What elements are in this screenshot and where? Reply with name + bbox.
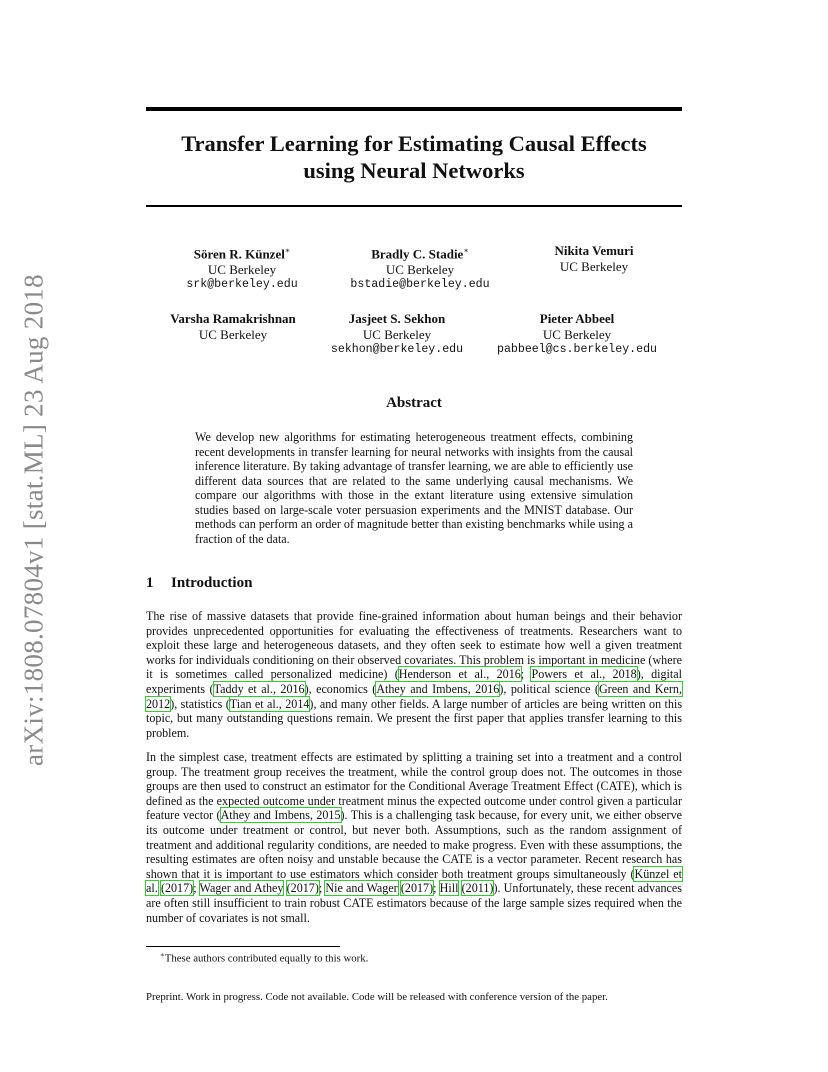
- author-name: Bradly C. Stadie: [371, 246, 464, 262]
- paper-title: [146, 130, 682, 184]
- citation-link[interactable]: (2017): [160, 881, 194, 896]
- introduction-paragraph-2: [146, 750, 682, 925]
- paragraph-text: ), political science (: [499, 681, 599, 696]
- author-block-3: [554, 243, 633, 274]
- citation-link[interactable]: Taddy et al., 2016: [213, 681, 305, 696]
- author-affiliation: UC Berkeley: [198, 326, 268, 342]
- section-heading-introduction: [146, 575, 252, 592]
- author-footnote-mark: ∗: [463, 246, 469, 255]
- paragraph-text: ;: [318, 881, 326, 896]
- citation-link[interactable]: (2017): [286, 881, 319, 896]
- author-block-5: [331, 311, 463, 358]
- citation-link[interactable]: Nie and Wager: [325, 881, 398, 896]
- introduction-paragraph-1: [146, 609, 682, 740]
- citation-link[interactable]: Hill: [439, 881, 459, 896]
- title-line-2: using Neural Networks: [303, 158, 525, 183]
- footnote-text: These authors contributed equally to this work.: [164, 952, 369, 965]
- author-affiliation: UC Berkeley: [207, 261, 277, 277]
- section-title: Introduction: [171, 575, 253, 591]
- paragraph-text: ). Unfortunately, these recent advances are often still insufficient to train robust CATE estimators because of the large sample sizes required when the number of covariates is not small.: [146, 881, 682, 925]
- citation-link[interactable]: Künzel et al.: [146, 866, 682, 896]
- author-email[interactable]: sekhon@berkeley.edu: [330, 343, 464, 356]
- footnote-mark: ∗: [160, 951, 165, 959]
- author-email[interactable]: srk@berkeley.edu: [186, 278, 298, 292]
- paragraph-text: ), digital experiments (: [146, 667, 683, 696]
- citation-link[interactable]: (2017): [400, 881, 434, 896]
- citation-link[interactable]: Powers et al., 2018: [531, 667, 637, 682]
- author-block-6: [497, 311, 657, 358]
- author-name: Sören R. Künzel: [193, 246, 285, 262]
- author-block-1: [186, 243, 297, 293]
- paragraph-text: In the simplest case, treatment effects are estimated by splitting a training set into a treatment and a control group. The treatment group receives the treatment, while the control group does not. The outcomes in those groups are then used to construct an estimator for the Conditional Average Treatment Effect (CATE), which is defined as the expected outcome under treatment minus the expected outcome under control given a particular feature vector (: [146, 750, 682, 823]
- citation-link[interactable]: Green and Kern, 2012: [146, 681, 682, 711]
- section-number: 1: [146, 575, 154, 591]
- author-name: Varsha Ramakrishnan: [170, 311, 296, 326]
- citation-link[interactable]: Athey and Imbens, 2015: [220, 808, 341, 823]
- paragraph-text: ;: [433, 881, 440, 896]
- author-email[interactable]: bstadie@berkeley.edu: [350, 278, 490, 292]
- author-affiliation: UC Berkeley: [362, 326, 432, 342]
- preprint-footer: Preprint. Work in progress. Code not available. Code will be released with conference version of the paper.: [146, 991, 608, 1003]
- paragraph-text: ;: [520, 667, 532, 682]
- title-top-rule: [146, 107, 682, 111]
- author-affiliation: UC Berkeley: [542, 326, 612, 342]
- abstract-heading: Abstract: [386, 395, 442, 411]
- paragraph-text: The rise of massive datasets that provide fine-grained information about human beings and their behavior provides unprecedented opportunities for evaluating the effectiveness of treatments. Researchers want to exploit these large and heterogeneous datasets, and they often seek to estimate how well a given treatment works for individuals conditioning on their observed covariates. This problem is important in medicine (where it is sometimes called personalized medicine) (: [146, 609, 682, 682]
- author-name: Pieter Abbeel: [539, 311, 615, 326]
- author-block-4: [170, 311, 296, 342]
- citation-link[interactable]: (2011): [461, 881, 494, 896]
- footnote: [160, 951, 368, 965]
- footnote-rule: [146, 946, 340, 947]
- title-bottom-rule: [146, 205, 682, 207]
- author-affiliation: UC Berkeley: [385, 261, 455, 277]
- author-name: Jasjeet S. Sekhon: [348, 311, 446, 326]
- author-affiliation: UC Berkeley: [559, 258, 629, 274]
- paragraph-text: ), statistics (: [170, 696, 230, 711]
- paragraph-text: ). This is a challenging task because, for every unit, we either observe its outcome under treatment or control, but never both. Assumptions, such as the random assignment of treatment and additional regularity conditions, are needed to make progress. Even with these assumptions, the resulting estimates are often noisy and unstable because the CATE is a vector parameter. Recent research has shown that it is important to use estimators which consider both treatment groups simultaneously (: [146, 808, 682, 881]
- citation-link[interactable]: Henderson et al., 2016: [398, 667, 521, 682]
- arxiv-identifier-stamp: arXiv:1808.07804v1 [stat.ML] 23 Aug 2018: [18, 274, 49, 766]
- citation-link[interactable]: Tian et al., 2014: [229, 696, 310, 711]
- author-footnote-mark: ∗: [284, 246, 291, 255]
- author-block-2: [350, 243, 489, 293]
- paragraph-text: ;: [193, 881, 200, 896]
- title-line-1: Transfer Learning for Estimating Causal Effects: [181, 131, 647, 156]
- paragraph-text: ), economics (: [304, 681, 377, 696]
- paragraph-text: ), and many other fields. A large number of articles are being written on this topic, but many outstanding questions remain. We present the first paper that applies transfer learning to this problem.: [146, 696, 683, 740]
- citation-link[interactable]: Wager and Athey: [199, 881, 284, 896]
- citation-link[interactable]: Athey and Imbens, 2016: [376, 681, 500, 696]
- abstract-body: We develop new algorithms for estimating heterogeneous treatment effects, combining recent developments in transfer learning for neural networks with insights from the causal inference literature. By taking advantage of transfer learning, we are able to efficiently use different data sources that are related to the same underlying causal mechanisms. We compare our algorithms with those in the extant literature using extensive simulation studies based on large-scale voter persuasion experiments and the MNIST database. Our methods can perform an order of magnitude better than existing benchmarks while using a fraction of the data.: [195, 430, 633, 546]
- author-email[interactable]: pabbeel@cs.berkeley.edu: [496, 343, 658, 356]
- author-name: Nikita Vemuri: [554, 243, 634, 258]
